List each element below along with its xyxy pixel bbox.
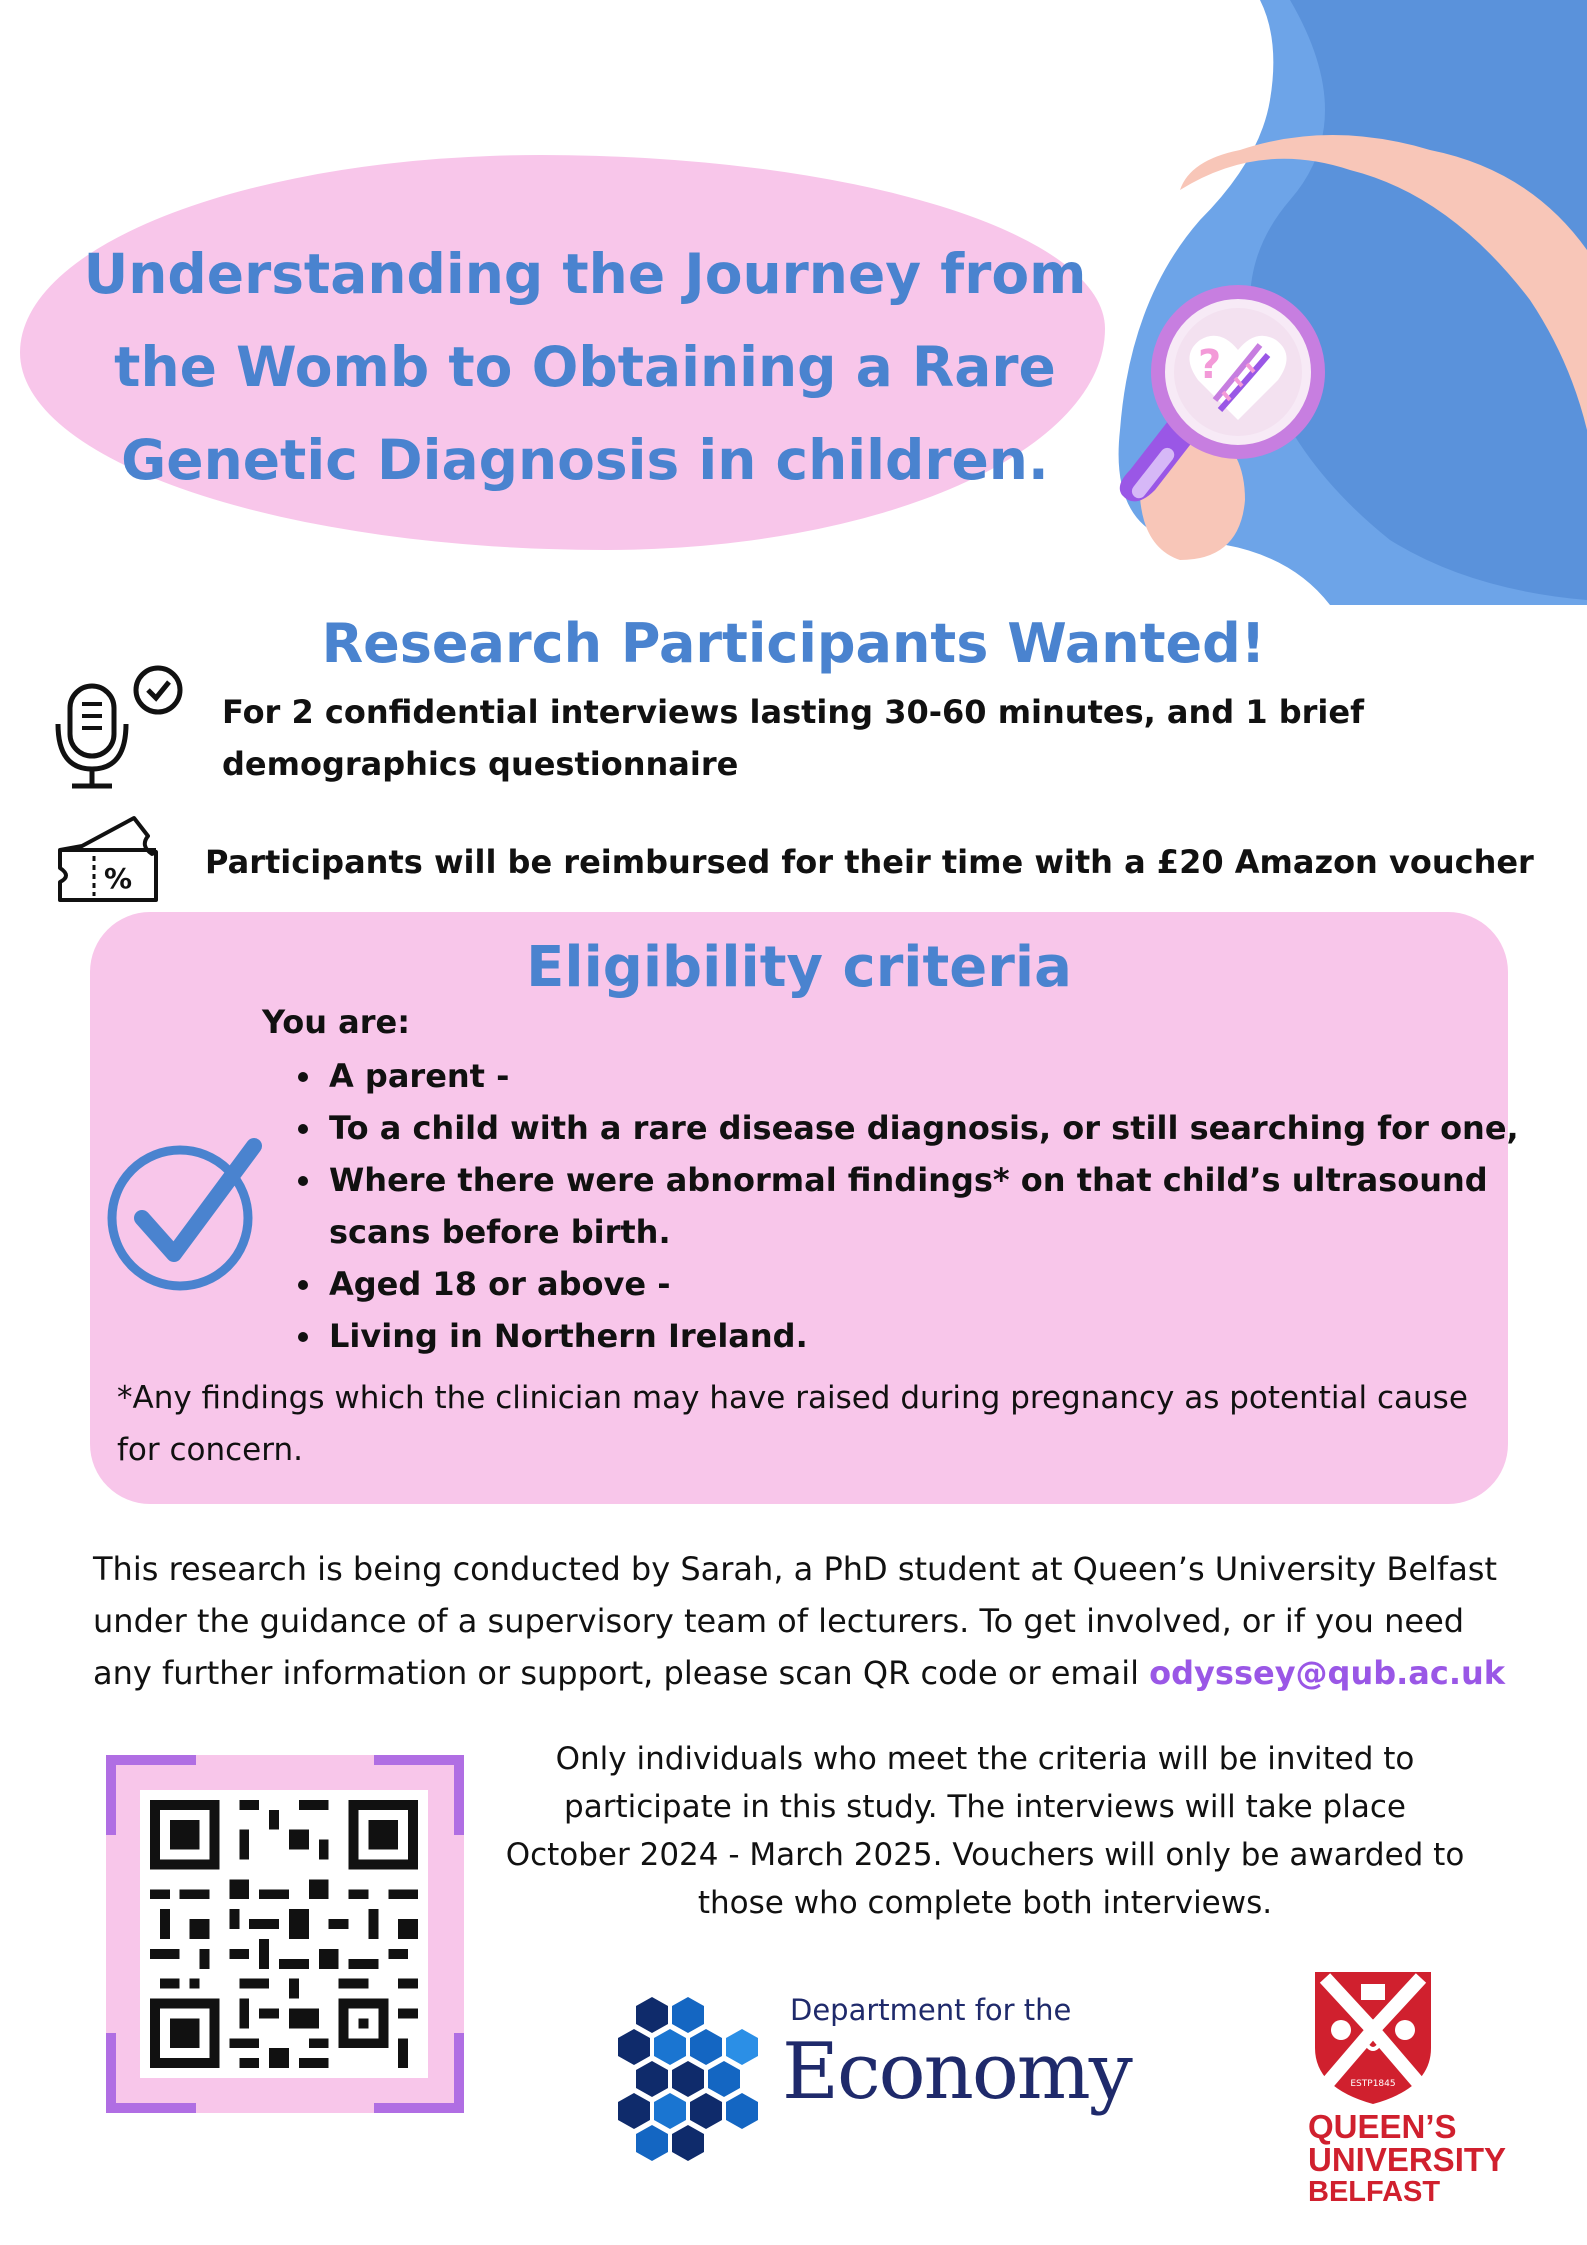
criteria-item: • Where there were abnormal findings* on that child’s ultrasound scans before birth. (325, 1154, 1525, 1258)
dept-logo-line1: Department for the (790, 1993, 1072, 2027)
dept-economy-logo-icon (616, 1993, 760, 2163)
voucher-ticket-icon (52, 810, 164, 908)
qub-line3: BELFAST (1308, 2176, 1441, 2208)
page-title: Understanding the Journey from the Womb to Obtaining a Rare Genetic Diagnosis in children. (83, 242, 1087, 492)
qub-line1: QUEEN’S (1308, 2108, 1457, 2145)
criteria-item: • A parent - (325, 1050, 1525, 1102)
criteria-item: • Living in Northern Ireland. (325, 1310, 1525, 1362)
qub-logo-text (1308, 2110, 1528, 2209)
participation-notice: Only individuals who meet the criteria will be invited to participate in this study. The interviews will take place October 2024 - March 2025. Vouchers will only be awarded to those who complete both interviews. (505, 1741, 1465, 1921)
criteria-item: • Aged 18 or above - (325, 1258, 1525, 1310)
voucher-info: Participants will be reimbursed for their time with a £20 Amazon voucher (205, 843, 1534, 881)
interview-info: For 2 confidential interviews lasting 30-60 minutes, and 1 brief demographics questionnaire (222, 693, 1365, 783)
dept-logo-line2: Economy (782, 2027, 1131, 2117)
contact-email-link[interactable]: odyssey@qub.ac.uk (1149, 1654, 1506, 1692)
criteria-list (290, 1050, 1525, 1362)
research-text: This research is being conducted by Sarah, a PhD student at Queen’s University Belfast under the guidance of a supervisory team of lecturers. To get involved, or if you need any further information or support, please scan QR code or email (93, 1550, 1498, 1692)
wanted-heading: Research Participants Wanted! (321, 612, 1266, 675)
checkmark-circle-icon (104, 1132, 266, 1294)
magnifier-icon (1120, 270, 1340, 490)
svg-text:?: ? (1198, 342, 1222, 388)
qr-code[interactable] (140, 1790, 428, 2078)
eligibility-heading: Eligibility criteria (526, 935, 1072, 1000)
eligibility-footnote: *Any findings which the clinician may have raised during pregnancy as potential cause for concern. (117, 1380, 1468, 1468)
qub-crest-text: ESTP1845 (1350, 2079, 1396, 2089)
svg-text:%: % (104, 862, 133, 895)
criteria-item: • To a child with a rare disease diagnosis, or still searching for one, (325, 1102, 1525, 1154)
eligibility-intro: You are: (262, 1003, 411, 1041)
research-description (93, 1543, 1513, 1699)
microphone-check-icon (48, 664, 188, 794)
qub-crest-icon (1311, 1968, 1435, 2108)
qub-line2: UNIVERSITY (1308, 2141, 1507, 2178)
